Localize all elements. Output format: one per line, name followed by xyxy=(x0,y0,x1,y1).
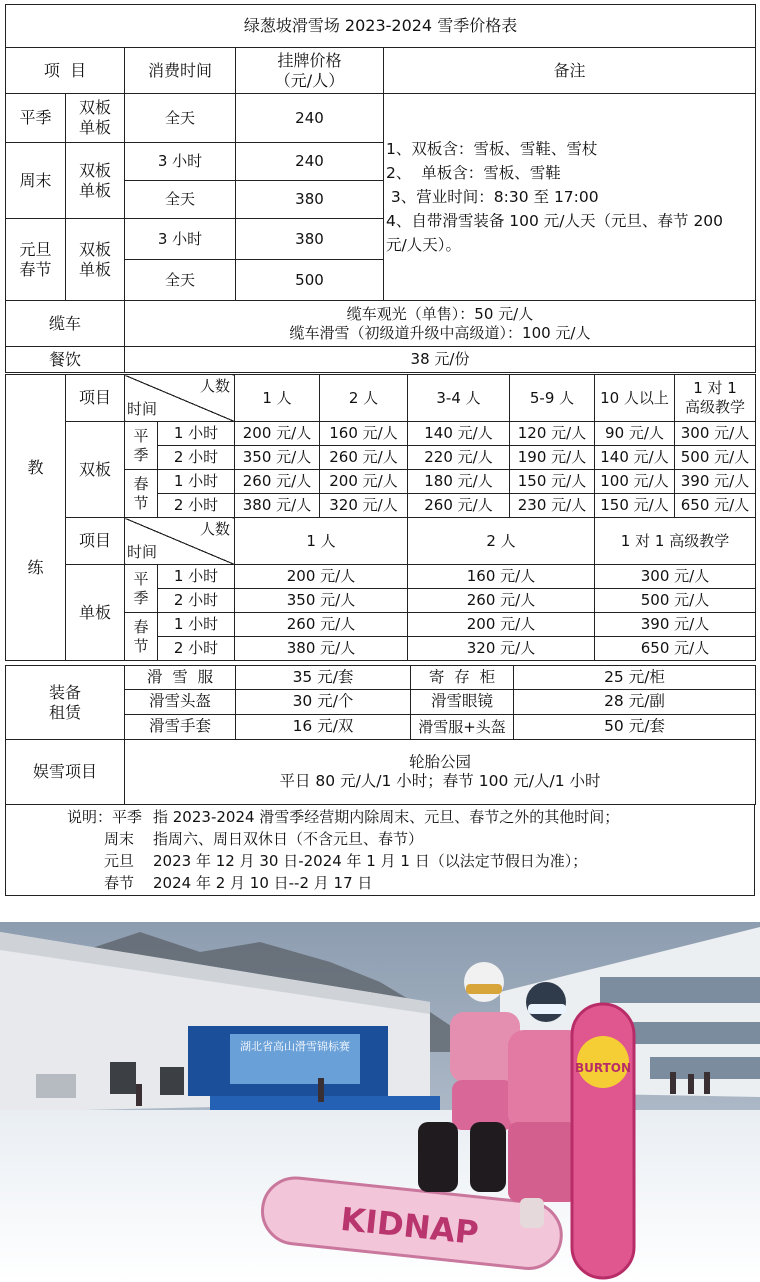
rental-item: 滑雪手套 xyxy=(125,715,236,740)
coach-price: 150 元/人 xyxy=(510,470,595,494)
coach-season: 春 节 xyxy=(125,613,158,661)
group-header: 1 人 xyxy=(235,518,408,565)
group-header: 3-4 人 xyxy=(408,375,510,422)
cable-info xyxy=(125,301,756,347)
price-table xyxy=(5,4,756,373)
diag-top-label: 人数 xyxy=(199,520,230,538)
coach-price: 500 元/人 xyxy=(595,589,756,613)
coach-time: 2 小时 xyxy=(158,494,235,518)
season-pingji: 平季 xyxy=(6,94,66,143)
rental-price: 50 元/套 xyxy=(514,715,756,740)
coach-time: 1 小时 xyxy=(158,613,235,637)
remark-label: 春节 xyxy=(103,874,134,892)
coach-item-label: 项目 xyxy=(66,375,125,422)
coach-price: 140 元/人 xyxy=(595,446,675,470)
coach-table xyxy=(5,374,756,661)
group-header: 1 对 1 高级教学 xyxy=(675,375,756,422)
building-door xyxy=(160,1067,184,1095)
coach-label xyxy=(6,375,66,661)
remark-text: 2024 年 2 月 10 日--2 月 17 日 xyxy=(153,874,373,892)
fun-label: 娱雪项目 xyxy=(6,740,125,805)
board-single: 单板 xyxy=(66,565,125,661)
coach-item-label: 项目 xyxy=(66,518,125,565)
coach-price: 200 元/人 xyxy=(235,422,320,446)
coach-price: 650 元/人 xyxy=(595,637,756,661)
remark-text: 指周六、周日双休日（不含元旦、春节） xyxy=(153,830,424,848)
remark-row xyxy=(6,872,754,894)
coach-price: 190 元/人 xyxy=(510,446,595,470)
rental-item: 寄 存 柜 xyxy=(411,666,514,690)
ticket-notes xyxy=(384,94,756,301)
note-line: 4、自带滑雪装备 100 元/人天（元旦、春节 200 xyxy=(386,212,724,230)
group-header: 10 人以上 xyxy=(595,375,675,422)
diag-bottom-label: 时间 xyxy=(127,400,158,419)
rental-price: 35 元/套 xyxy=(236,666,411,690)
header-item: 项 目 xyxy=(6,48,125,94)
table-title: 绿葱坡滑雪场 2023-2024 雪季价格表 xyxy=(6,5,756,48)
coach-price: 200 元/人 xyxy=(408,613,595,637)
diag-header xyxy=(125,375,235,422)
coach-price: 120 元/人 xyxy=(510,422,595,446)
rental-price: 16 元/双 xyxy=(236,715,411,740)
board-double: 双板 xyxy=(66,422,125,518)
rental-item: 滑雪服+头盔 xyxy=(411,715,514,740)
coach-price: 150 元/人 xyxy=(595,494,675,518)
remark-label: 说明：平季 xyxy=(66,808,142,826)
rental-item: 滑 雪 服 xyxy=(125,666,236,690)
group-header: 5-9 人 xyxy=(510,375,595,422)
coach-price: 260 元/人 xyxy=(408,494,510,518)
coach-price: 140 元/人 xyxy=(408,422,510,446)
coach-price: 300 元/人 xyxy=(595,565,756,589)
time-cell: 3 小时 xyxy=(125,219,236,260)
coach-price: 650 元/人 xyxy=(675,494,756,518)
coach-price: 500 元/人 xyxy=(675,446,756,470)
board-text: KIDNAP xyxy=(338,1199,481,1253)
coach-time: 2 小时 xyxy=(158,446,235,470)
coach-price: 390 元/人 xyxy=(595,613,756,637)
remark-row xyxy=(6,828,754,850)
board-chunjie: 双板 单板 xyxy=(66,219,125,301)
note-line: 3、营业时间：8:30 至 17:00 xyxy=(386,188,599,206)
rental-label: 装备 租赁 xyxy=(6,666,125,740)
coach-price: 260 元/人 xyxy=(235,613,408,637)
coach-price: 160 元/人 xyxy=(408,565,595,589)
coach-season: 春 节 xyxy=(125,470,158,518)
season-chunjie: 元旦 春节 xyxy=(6,219,66,301)
remark-row xyxy=(6,806,754,828)
remarks-box xyxy=(5,804,755,896)
coach-price: 230 元/人 xyxy=(510,494,595,518)
group-header: 1 人 xyxy=(235,375,320,422)
banner-text: 湖北省高山滑雪锦标赛 xyxy=(240,1040,350,1053)
building-door xyxy=(110,1062,136,1094)
ski-resort-photo xyxy=(0,922,760,1282)
rental-price: 28 元/副 xyxy=(514,690,756,715)
note-line: 元/人天）。 xyxy=(386,236,461,254)
coach-price: 380 元/人 xyxy=(235,494,320,518)
coach-price: 380 元/人 xyxy=(235,637,408,661)
rental-price: 25 元/柜 xyxy=(514,666,756,690)
price-cell: 380 xyxy=(236,219,384,260)
rental-item: 滑雪眼镜 xyxy=(411,690,514,715)
group-header: 2 人 xyxy=(408,518,595,565)
note-line: 2、 单板含：雪板、雪鞋 xyxy=(386,164,561,182)
photo-illustration xyxy=(0,922,760,1282)
header-time: 消费时间 xyxy=(125,48,236,94)
catering-label: 餐饮 xyxy=(6,347,125,373)
coach-price: 390 元/人 xyxy=(675,470,756,494)
coach-price: 200 元/人 xyxy=(235,565,408,589)
diag-bottom-label: 时间 xyxy=(127,543,158,562)
price-cell: 240 xyxy=(236,94,384,143)
coach-price: 350 元/人 xyxy=(235,446,320,470)
coach-price: 300 元/人 xyxy=(675,422,756,446)
coach-time: 2 小时 xyxy=(158,589,235,613)
coach-season: 平 季 xyxy=(125,565,158,613)
board-pingji: 双板 单板 xyxy=(66,94,125,143)
coach-price: 260 元/人 xyxy=(235,470,320,494)
diag-header xyxy=(125,518,235,565)
group-header: 2 人 xyxy=(320,375,408,422)
cable-line: 缆车滑雪（初级道升级中高级道）：100 元/人 xyxy=(289,323,591,342)
season-zhoumo: 周末 xyxy=(6,143,66,219)
coach-price: 180 元/人 xyxy=(408,470,510,494)
price-cell: 380 xyxy=(236,181,384,219)
container xyxy=(36,1074,76,1098)
time-cell: 3 小时 xyxy=(125,143,236,181)
snowboard-standing xyxy=(572,1004,634,1278)
remark-text: 2023 年 12 月 30 日-2024 年 1 月 1 日（以法定节假日为准）； xyxy=(153,852,588,870)
remark-row xyxy=(6,850,754,872)
price-cell: 240 xyxy=(236,143,384,181)
coach-price: 260 元/人 xyxy=(320,446,408,470)
time-cell: 全天 xyxy=(125,181,236,219)
board-zhoumo: 双板 单板 xyxy=(66,143,125,219)
time-cell: 全天 xyxy=(125,94,236,143)
remark-label: 周末 xyxy=(103,830,134,848)
fun-info xyxy=(125,740,756,805)
time-cell: 全天 xyxy=(125,260,236,301)
remark-label: 元旦 xyxy=(103,852,134,870)
coach-price: 320 元/人 xyxy=(320,494,408,518)
coach-price: 320 元/人 xyxy=(408,637,595,661)
coach-label-2: 练 xyxy=(27,557,44,577)
rental-item: 滑雪头盔 xyxy=(125,690,236,715)
group-header: 1 对 1 高级教学 xyxy=(595,518,756,565)
coach-price: 350 元/人 xyxy=(235,589,408,613)
coach-time: 1 小时 xyxy=(158,565,235,589)
catering-value: 38 元/份 xyxy=(125,347,756,373)
price-cell: 500 xyxy=(236,260,384,301)
cable-line: 缆车观光（单售）：50 元/人 xyxy=(346,304,534,323)
header-remark: 备注 xyxy=(384,48,756,94)
coach-time: 2 小时 xyxy=(158,637,235,661)
board-logo: BURTON xyxy=(574,1061,632,1075)
fun-line: 平日 80 元/人/1 小时；春节 100 元/人/1 小时 xyxy=(279,772,601,790)
coach-price: 90 元/人 xyxy=(595,422,675,446)
coach-price: 160 元/人 xyxy=(320,422,408,446)
coach-price: 220 元/人 xyxy=(408,446,510,470)
coach-price: 200 元/人 xyxy=(320,470,408,494)
fun-line: 轮胎公园 xyxy=(408,752,471,771)
coach-season: 平 季 xyxy=(125,422,158,470)
cable-label: 缆车 xyxy=(6,301,125,347)
coach-price: 100 元/人 xyxy=(595,470,675,494)
diag-top-label: 人数 xyxy=(199,377,230,395)
coach-price: 260 元/人 xyxy=(408,589,595,613)
header-price: 挂牌价格 （元/人） xyxy=(236,48,384,94)
note-line: 1、双板含：雪板、雪鞋、雪杖 xyxy=(386,140,598,158)
rental-price: 30 元/个 xyxy=(236,690,411,715)
rental-table xyxy=(5,665,756,805)
coach-time: 1 小时 xyxy=(158,422,235,446)
coach-time: 1 小时 xyxy=(158,470,235,494)
remark-text: 指 2023-2024 滑雪季经营期内除周末、元旦、春节之外的其他时间； xyxy=(153,808,620,826)
coach-label-1: 教 xyxy=(27,457,44,477)
